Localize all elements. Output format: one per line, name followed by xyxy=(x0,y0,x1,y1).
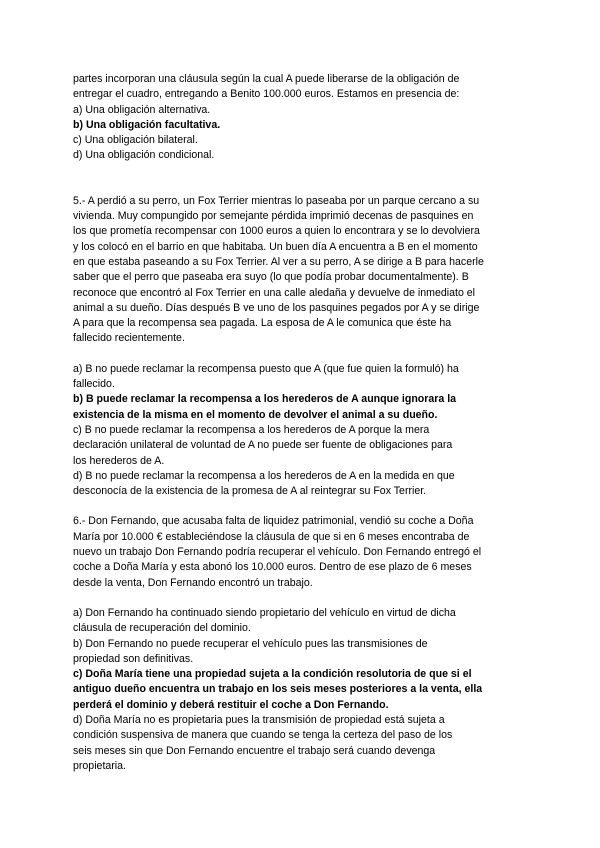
question-5-statement xyxy=(73,194,533,347)
question-6-statement xyxy=(73,514,533,590)
option-d: d) Una obligación condicional. xyxy=(73,149,215,162)
question-6 xyxy=(73,514,533,774)
text-line: A para que la recompensa sea pagada. La esposa de A le comunica que éste ha xyxy=(73,317,452,330)
option-a xyxy=(73,362,533,393)
text-line: los que prometía recompensar con 1000 euros a quien lo encontrara y se lo devolviera xyxy=(73,225,480,238)
option-c: c) Una obligación bilateral. xyxy=(73,134,198,147)
text-line: existencia de la misma en el momento de devolver el animal a su dueño. xyxy=(73,408,438,421)
text-line: c) B no puede reclamar la recompensa a los herederos de A porque la mera xyxy=(73,423,430,436)
text-line: fallecido. xyxy=(73,378,115,391)
text-line: c) Doña María tiene una propiedad sujeta a la condición resolutoria de que si el xyxy=(73,668,472,681)
text-line: animal a su dueño. Días después B ve uno de los pasquines pegados por A y se dirige xyxy=(73,301,480,314)
text-line: desconocía de la existencia de la promesa de A al reintegrar su Fox Terrier. xyxy=(73,485,427,498)
text-line: en que estaba paseando a su Fox Terrier. Al ver a su perro, A se dirige a B para hacerle xyxy=(73,255,484,268)
text-line: fallecido recientemente. xyxy=(73,332,185,345)
text-line: d) Doña María no es propietaria pues la transmisión de propiedad está sujeta a xyxy=(73,713,445,726)
text-line: condición suspensiva de manera que cuando se tenga la certeza del paso de los xyxy=(73,729,453,742)
text-line: reconoce que encontró al Fox Terrier en una calle aledaña y devuelve de inmediato el xyxy=(73,286,476,299)
option-c-correct xyxy=(73,667,533,713)
option-d xyxy=(73,469,533,500)
question-4-intro xyxy=(73,72,533,103)
text-line: los herederos de A. xyxy=(73,454,165,467)
option-b xyxy=(73,637,533,668)
text-line: coche a Doña María y esta abonó los 10.000 euros. Dentro de ese plazo de 6 meses xyxy=(73,561,472,574)
text-line: saber que el perro que paseaba era suyo (lo que podía probar documentalmente). B xyxy=(73,271,469,284)
question-5 xyxy=(73,194,533,500)
text-line: a) B no puede reclamar la recompensa puesto que A (que fue quien la formuló) ha xyxy=(73,362,459,375)
text-line: 5.- A perdió a su perro, un Fox Terrier mientras lo paseaba por un parque cercano a su xyxy=(73,194,480,207)
text-line: desde la venta, Don Fernando encontró un trabajo. xyxy=(73,576,313,589)
text-line: partes incorporan una cláusula según la cual A puede liberarse de la obligación de xyxy=(73,73,460,85)
option-d xyxy=(73,713,533,774)
text-line: b) B puede reclamar la recompensa a los herederos de A aunque ignorara la xyxy=(73,393,457,406)
text-line: declaración unilateral de voluntad de A no puede ser fuente de obligaciones para xyxy=(73,439,453,452)
text-line: propietaria. xyxy=(73,759,126,772)
document-page xyxy=(73,72,533,774)
text-line: antiguo dueño encuentra un trabajo en los seis meses posteriores a la venta, ella xyxy=(73,683,483,696)
text-line: perderá el dominio y deberá restituir el coche a Don Fernando. xyxy=(73,698,389,711)
text-line: 6.- Don Fernando, que acusaba falta de liquidez patrimonial, vendió su coche a Doña xyxy=(73,515,474,528)
text-line: a) Don Fernando ha continuado siendo propietario del vehículo en virtud de dicha xyxy=(73,606,456,619)
text-line: María por 10.000 € estableciéndose la cláusula de que si en 6 meses encontraba de xyxy=(73,530,470,543)
text-line: seis meses sin que Don Fernando encuentre el trabajo será cuando devenga xyxy=(73,744,436,757)
text-line: vivienda. Muy compungido por semejante pérdida imprimió decenas de pasquines en xyxy=(73,210,474,223)
option-c xyxy=(73,423,533,469)
text-line: propiedad son definitivas. xyxy=(73,652,194,665)
question-4 xyxy=(73,72,533,164)
option-a: a) Una obligación alternativa. xyxy=(73,103,211,116)
option-b-correct xyxy=(73,392,533,423)
text-line: y los colocó en el barrio en que habitaba. Un buen día A encuentra a B en el momento xyxy=(73,240,478,253)
option-a xyxy=(73,606,533,637)
text-line: entregar el cuadro, entregando a Benito 100.000 euros. Estamos en presencia de: xyxy=(73,88,460,101)
text-line: b) Don Fernando no puede recuperar el vehículo pues las transmisiones de xyxy=(73,637,428,650)
text-line: d) B no puede reclamar la recompensa a los herederos de A en la medida en que xyxy=(73,469,455,482)
option-b-correct: b) Una obligación facultativa. xyxy=(73,118,221,131)
text-line: cláusula de recuperación del dominio. xyxy=(73,622,251,635)
text-line: nuevo un trabajo Don Fernando podría recuperar el vehículo. Don Fernando entregó el xyxy=(73,546,482,559)
